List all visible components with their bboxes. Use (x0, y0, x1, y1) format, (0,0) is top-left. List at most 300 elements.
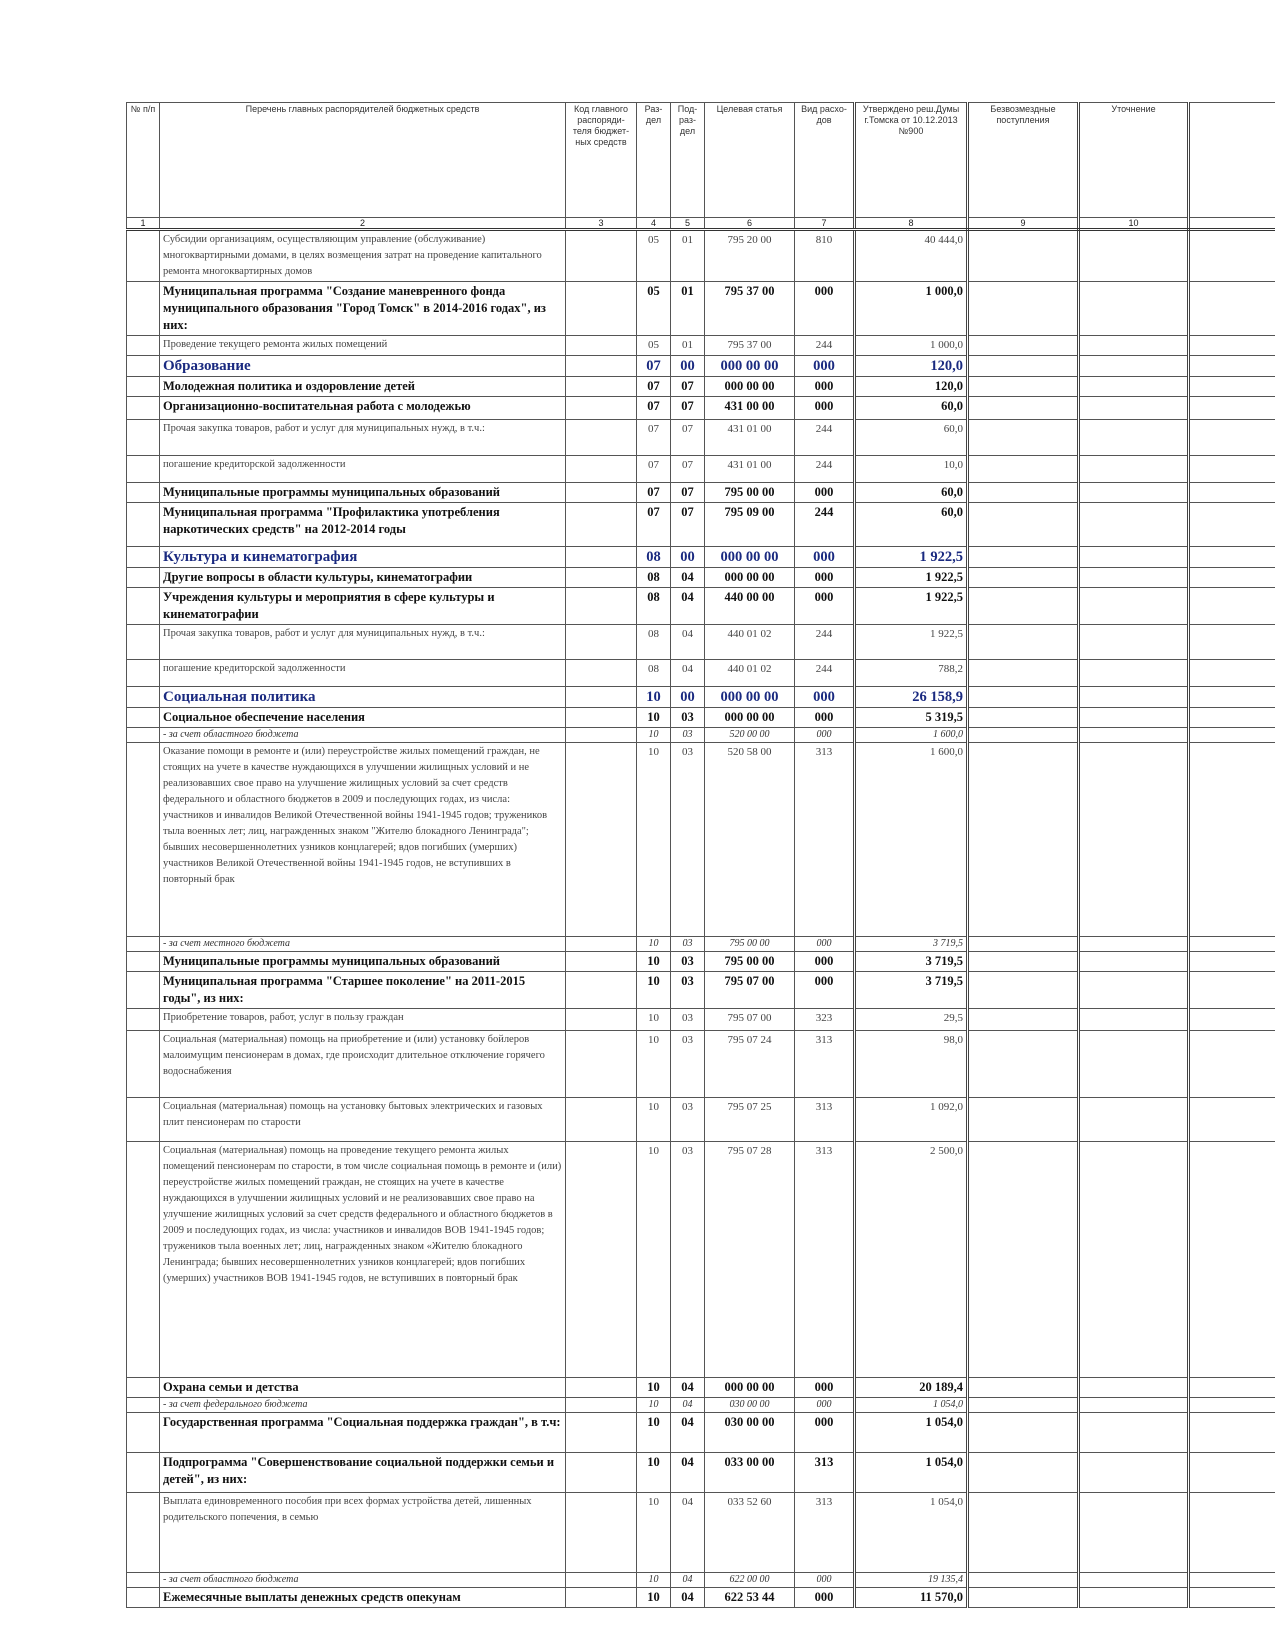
row-gratuitous (968, 336, 1079, 356)
row-approved-amount: 1 054,0 (855, 1453, 968, 1493)
row-vid: 244 (795, 420, 855, 456)
row-name: Социальная (материальная) помощь на проведение текущего ремонта жилых помещений пенсионерам по старости, в том числе социальная помощь в ремонте и (или) переустройстве жилых помещений граждан, не стоящих на учете в качестве нуждающихся в улучшении жилищных условий и не реализовавших свое право на улучшение жилищных условий за счет средств федерального и областного бюджетов в 2009 и последующих годах, из числа: участников и инвалидов ВОВ 1941-1945 годов; тружеников тыла военных лет; лиц, награжденных знаком «Жителю блокадного Ленинграда; бывших несовершеннолетних узников концлагерей; вдов погибших (умерших) участников ВОВ 1941-1945 годов, не вступивших в повторный брак (160, 1142, 566, 1378)
row-gratuitous (968, 503, 1079, 547)
column-number-row (127, 218, 1275, 230)
header-approved: Утверждено реш.Думы г.Томска от 10.12.2013 №900 (855, 103, 968, 218)
row-name: Социальная (материальная) помощь на установку бытовых электрических и газовых плит пенсионерам по старости (160, 1098, 566, 1142)
row-number (127, 952, 160, 972)
row-name: Культура и кинематография (160, 547, 566, 568)
row-clarification (1079, 282, 1189, 336)
row-podrazdel: 04 (671, 1413, 705, 1453)
row-statya: 622 53 44 (705, 1588, 795, 1608)
row-vid: 313 (795, 1031, 855, 1098)
header-clarification: Уточнение (1079, 103, 1189, 218)
row-number (127, 547, 160, 568)
row-approved-amount: 60,0 (855, 397, 968, 420)
row-extra (1189, 547, 1275, 568)
row-razdel: 07 (637, 503, 671, 547)
row-approved-amount: 1 054,0 (855, 1398, 968, 1413)
row-extra (1189, 625, 1275, 660)
row-gratuitous (968, 1142, 1079, 1378)
row-number (127, 1009, 160, 1031)
row-number (127, 1398, 160, 1413)
row-razdel: 10 (637, 743, 671, 937)
row-vid: 000 (795, 937, 855, 952)
row-podrazdel: 03 (671, 1009, 705, 1031)
row-vid: 244 (795, 660, 855, 687)
row-extra (1189, 377, 1275, 397)
row-podrazdel: 07 (671, 420, 705, 456)
row-approved-amount: 1 092,0 (855, 1098, 968, 1142)
row-approved-amount: 120,0 (855, 356, 968, 377)
row-number (127, 336, 160, 356)
row-name: погашение кредиторской задолженности (160, 456, 566, 483)
row-main-code (566, 1142, 637, 1378)
row-main-code (566, 743, 637, 937)
row-statya: 795 37 00 (705, 336, 795, 356)
row-razdel: 08 (637, 568, 671, 588)
row-vid: 000 (795, 708, 855, 728)
row-podrazdel: 01 (671, 282, 705, 336)
table-row (127, 397, 1275, 420)
row-gratuitous (968, 1413, 1079, 1453)
row-approved-amount: 98,0 (855, 1031, 968, 1098)
row-extra (1189, 1493, 1275, 1573)
row-vid: 323 (795, 1009, 855, 1031)
row-approved-amount: 3 719,5 (855, 952, 968, 972)
row-clarification (1079, 397, 1189, 420)
row-approved-amount: 2 500,0 (855, 1142, 968, 1378)
col-num-4: 4 (637, 218, 671, 230)
row-extra (1189, 588, 1275, 625)
table-row (127, 625, 1275, 660)
table-row (127, 230, 1275, 282)
row-podrazdel: 07 (671, 377, 705, 397)
row-razdel: 10 (637, 1453, 671, 1493)
row-main-code (566, 1493, 637, 1573)
row-clarification (1079, 1493, 1189, 1573)
row-name: Государственная программа "Социальная поддержка граждан", в т.ч: (160, 1413, 566, 1453)
row-gratuitous (968, 1098, 1079, 1142)
row-gratuitous (968, 1453, 1079, 1493)
row-approved-amount: 20 189,4 (855, 1378, 968, 1398)
table-row (127, 708, 1275, 728)
table-row (127, 1142, 1275, 1378)
row-razdel: 10 (637, 972, 671, 1009)
row-razdel: 10 (637, 1142, 671, 1378)
row-name: - за счет областного бюджета (160, 728, 566, 743)
row-gratuitous (968, 397, 1079, 420)
header-main-code: Код главного распоряди- теля бюджет- ных средств (566, 103, 637, 218)
table-row (127, 952, 1275, 972)
row-number (127, 456, 160, 483)
row-podrazdel: 04 (671, 1378, 705, 1398)
row-razdel: 07 (637, 397, 671, 420)
row-statya: 795 00 00 (705, 937, 795, 952)
col-num-10: 10 (1079, 218, 1189, 230)
row-razdel: 10 (637, 952, 671, 972)
row-statya: 520 00 00 (705, 728, 795, 743)
row-clarification (1079, 377, 1189, 397)
row-gratuitous (968, 1588, 1079, 1608)
row-razdel: 08 (637, 625, 671, 660)
row-main-code (566, 1573, 637, 1588)
row-main-code (566, 660, 637, 687)
table-row (127, 1573, 1275, 1588)
row-clarification (1079, 503, 1189, 547)
row-main-code (566, 972, 637, 1009)
row-clarification (1079, 743, 1189, 937)
row-clarification (1079, 708, 1189, 728)
row-number (127, 1573, 160, 1588)
row-approved-amount: 19 135,4 (855, 1573, 968, 1588)
row-gratuitous (968, 708, 1079, 728)
row-main-code (566, 1098, 637, 1142)
row-name: Проведение текущего ремонта жилых помещений (160, 336, 566, 356)
row-gratuitous (968, 1493, 1079, 1573)
row-approved-amount: 1 000,0 (855, 282, 968, 336)
row-main-code (566, 377, 637, 397)
row-gratuitous (968, 1031, 1079, 1098)
row-clarification (1079, 420, 1189, 456)
row-clarification (1079, 456, 1189, 483)
header-razdel: Раз- дел (637, 103, 671, 218)
table-row (127, 1009, 1275, 1031)
row-podrazdel: 04 (671, 1493, 705, 1573)
table-row (127, 728, 1275, 743)
row-podrazdel: 04 (671, 660, 705, 687)
col-num-3: 3 (566, 218, 637, 230)
row-vid: 000 (795, 588, 855, 625)
row-extra (1189, 728, 1275, 743)
row-gratuitous (968, 1398, 1079, 1413)
table-row (127, 483, 1275, 503)
row-vid: 000 (795, 568, 855, 588)
row-vid: 244 (795, 625, 855, 660)
header-podrazdel: Под- раз- дел (671, 103, 705, 218)
row-clarification (1079, 483, 1189, 503)
budget-table-page (126, 102, 1275, 1608)
row-extra (1189, 743, 1275, 937)
row-extra (1189, 397, 1275, 420)
row-podrazdel: 03 (671, 708, 705, 728)
row-vid: 000 (795, 972, 855, 1009)
row-extra (1189, 1413, 1275, 1453)
col-num-1: 1 (127, 218, 160, 230)
row-gratuitous (968, 728, 1079, 743)
row-statya: 033 00 00 (705, 1453, 795, 1493)
row-number (127, 1031, 160, 1098)
row-approved-amount: 788,2 (855, 660, 968, 687)
row-name: - за счет федерального бюджета (160, 1398, 566, 1413)
row-gratuitous (968, 660, 1079, 687)
row-razdel: 07 (637, 483, 671, 503)
row-number (127, 1453, 160, 1493)
row-gratuitous (968, 568, 1079, 588)
row-vid: 244 (795, 503, 855, 547)
row-name: Муниципальные программы муниципальных образований (160, 952, 566, 972)
row-number (127, 588, 160, 625)
row-number (127, 708, 160, 728)
row-podrazdel: 04 (671, 1453, 705, 1493)
row-podrazdel: 04 (671, 588, 705, 625)
row-statya: 520 58 00 (705, 743, 795, 937)
row-podrazdel: 03 (671, 1031, 705, 1098)
row-statya: 795 00 00 (705, 483, 795, 503)
row-extra (1189, 1398, 1275, 1413)
row-razdel: 07 (637, 356, 671, 377)
row-statya: 000 00 00 (705, 1378, 795, 1398)
row-approved-amount: 60,0 (855, 420, 968, 456)
row-vid: 000 (795, 1588, 855, 1608)
row-podrazdel: 04 (671, 1398, 705, 1413)
row-number (127, 420, 160, 456)
row-approved-amount: 60,0 (855, 483, 968, 503)
row-approved-amount: 3 719,5 (855, 972, 968, 1009)
row-clarification (1079, 1573, 1189, 1588)
row-statya: 431 01 00 (705, 420, 795, 456)
row-approved-amount: 10,0 (855, 456, 968, 483)
row-extra (1189, 230, 1275, 282)
row-name: Социальная (материальная) помощь на приобретение и (или) установку бойлеров малоимущим пенсионерам в домах, где происходит длительное отключение горячего водоснабжения (160, 1031, 566, 1098)
row-extra (1189, 708, 1275, 728)
row-name: Муниципальная программа "Профилактика употребления наркотических средств" на 2012-2014 годы (160, 503, 566, 547)
header-name: Перечень главных распорядителей бюджетных средств (160, 103, 566, 218)
row-number (127, 1588, 160, 1608)
row-name: Организационно-воспитательная работа с молодежью (160, 397, 566, 420)
row-statya: 030 00 00 (705, 1413, 795, 1453)
row-number (127, 1142, 160, 1378)
col-num-5: 5 (671, 218, 705, 230)
row-main-code (566, 952, 637, 972)
table-row (127, 1413, 1275, 1453)
table-row (127, 972, 1275, 1009)
row-approved-amount: 60,0 (855, 503, 968, 547)
row-main-code (566, 1009, 637, 1031)
row-podrazdel: 03 (671, 937, 705, 952)
row-statya: 000 00 00 (705, 687, 795, 708)
row-clarification (1079, 1413, 1189, 1453)
row-approved-amount: 29,5 (855, 1009, 968, 1031)
row-clarification (1079, 687, 1189, 708)
row-name: Образование (160, 356, 566, 377)
row-gratuitous (968, 282, 1079, 336)
row-number (127, 568, 160, 588)
row-gratuitous (968, 377, 1079, 397)
row-gratuitous (968, 1009, 1079, 1031)
row-approved-amount: 5 319,5 (855, 708, 968, 728)
row-vid: 313 (795, 1493, 855, 1573)
header-statya: Целевая статья (705, 103, 795, 218)
row-approved-amount: 120,0 (855, 377, 968, 397)
row-statya: 033 52 60 (705, 1493, 795, 1573)
row-statya: 440 00 00 (705, 588, 795, 625)
row-razdel: 10 (637, 1009, 671, 1031)
row-extra (1189, 503, 1275, 547)
row-razdel: 10 (637, 1378, 671, 1398)
row-main-code (566, 1031, 637, 1098)
row-clarification (1079, 230, 1189, 282)
row-clarification (1079, 660, 1189, 687)
table-row (127, 503, 1275, 547)
row-gratuitous (968, 588, 1079, 625)
row-extra (1189, 972, 1275, 1009)
row-vid: 000 (795, 282, 855, 336)
row-statya: 030 00 00 (705, 1398, 795, 1413)
budget-table (126, 102, 1275, 1608)
row-podrazdel: 07 (671, 456, 705, 483)
row-name: погашение кредиторской задолженности (160, 660, 566, 687)
row-vid: 313 (795, 1142, 855, 1378)
row-name: Другие вопросы в области культуры, кинематографии (160, 568, 566, 588)
row-statya: 000 00 00 (705, 356, 795, 377)
row-podrazdel: 04 (671, 1588, 705, 1608)
row-razdel: 05 (637, 282, 671, 336)
row-razdel: 10 (637, 708, 671, 728)
row-gratuitous (968, 456, 1079, 483)
row-podrazdel: 00 (671, 356, 705, 377)
table-header-row (127, 103, 1275, 218)
row-vid: 000 (795, 728, 855, 743)
header-number: № п/п (127, 103, 160, 218)
row-vid: 000 (795, 1378, 855, 1398)
row-approved-amount: 1 054,0 (855, 1493, 968, 1573)
row-clarification (1079, 1031, 1189, 1098)
row-main-code (566, 397, 637, 420)
row-clarification (1079, 356, 1189, 377)
row-vid: 313 (795, 743, 855, 937)
row-clarification (1079, 336, 1189, 356)
row-main-code (566, 625, 637, 660)
col-num-2: 2 (160, 218, 566, 230)
row-extra (1189, 282, 1275, 336)
row-extra (1189, 1009, 1275, 1031)
row-approved-amount: 26 158,9 (855, 687, 968, 708)
row-number (127, 397, 160, 420)
row-vid: 244 (795, 456, 855, 483)
col-num-9: 9 (968, 218, 1079, 230)
table-row (127, 356, 1275, 377)
row-clarification (1079, 568, 1189, 588)
row-extra (1189, 1098, 1275, 1142)
row-extra (1189, 1142, 1275, 1378)
row-main-code (566, 1453, 637, 1493)
row-razdel: 10 (637, 1413, 671, 1453)
row-gratuitous (968, 1573, 1079, 1588)
row-main-code (566, 503, 637, 547)
row-main-code (566, 1398, 637, 1413)
row-statya: 795 07 28 (705, 1142, 795, 1378)
row-extra (1189, 356, 1275, 377)
row-podrazdel: 07 (671, 503, 705, 547)
row-name: Ежемесячные выплаты денежных средств опекунам (160, 1588, 566, 1608)
row-vid: 000 (795, 483, 855, 503)
row-extra (1189, 1573, 1275, 1588)
row-number (127, 972, 160, 1009)
row-gratuitous (968, 743, 1079, 937)
row-name: - за счет областного бюджета (160, 1573, 566, 1588)
row-name: Охрана семьи и детства (160, 1378, 566, 1398)
row-number (127, 483, 160, 503)
row-number (127, 625, 160, 660)
row-statya: 795 07 25 (705, 1098, 795, 1142)
table-row (127, 1378, 1275, 1398)
row-razdel: 10 (637, 1398, 671, 1413)
row-podrazdel: 03 (671, 972, 705, 1009)
row-name: Социальная политика (160, 687, 566, 708)
table-body (127, 218, 1275, 1608)
row-main-code (566, 1588, 637, 1608)
row-razdel: 05 (637, 336, 671, 356)
table-row (127, 336, 1275, 356)
col-num-7: 7 (795, 218, 855, 230)
row-podrazdel: 03 (671, 728, 705, 743)
row-number (127, 937, 160, 952)
row-statya: 000 00 00 (705, 547, 795, 568)
row-approved-amount: 1 922,5 (855, 547, 968, 568)
row-razdel: 10 (637, 1573, 671, 1588)
row-number (127, 1378, 160, 1398)
row-statya: 795 07 24 (705, 1031, 795, 1098)
row-name: - за счет местного бюджета (160, 937, 566, 952)
table-row (127, 1098, 1275, 1142)
table-row (127, 568, 1275, 588)
row-main-code (566, 420, 637, 456)
row-extra (1189, 1378, 1275, 1398)
table-row (127, 1493, 1275, 1573)
row-podrazdel: 07 (671, 397, 705, 420)
table-row (127, 420, 1275, 456)
row-name: Субсидии организациям, осуществляющим управление (обслуживание) многоквартирными домами, в целях возмещения затрат на проведение капитального ремонта многоквартирных домов (160, 230, 566, 282)
row-main-code (566, 937, 637, 952)
row-approved-amount: 1 600,0 (855, 743, 968, 937)
row-vid: 000 (795, 952, 855, 972)
row-gratuitous (968, 230, 1079, 282)
row-statya: 795 00 00 (705, 952, 795, 972)
row-number (127, 1413, 160, 1453)
row-name: Выплата единовременного пособия при всех формах устройства детей, лишенных родительского попечения, в семью (160, 1493, 566, 1573)
row-main-code (566, 483, 637, 503)
row-main-code (566, 282, 637, 336)
row-clarification (1079, 937, 1189, 952)
table-row (127, 588, 1275, 625)
row-number (127, 660, 160, 687)
row-statya: 000 00 00 (705, 377, 795, 397)
row-podrazdel: 00 (671, 547, 705, 568)
row-vid: 000 (795, 547, 855, 568)
row-statya: 795 09 00 (705, 503, 795, 547)
row-razdel: 10 (637, 1588, 671, 1608)
row-approved-amount: 1 600,0 (855, 728, 968, 743)
row-name: Молодежная политика и оздоровление детей (160, 377, 566, 397)
table-row (127, 456, 1275, 483)
row-vid: 000 (795, 356, 855, 377)
table-row (127, 377, 1275, 397)
row-razdel: 08 (637, 547, 671, 568)
row-name: Подпрограмма "Совершенствование социальной поддержки семьи и детей", из них: (160, 1453, 566, 1493)
row-clarification (1079, 1378, 1189, 1398)
row-name: Муниципальная программа "Старшее поколение" на 2011-2015 годы", из них: (160, 972, 566, 1009)
row-extra (1189, 1588, 1275, 1608)
col-num-8: 8 (855, 218, 968, 230)
row-name: Муниципальная программа "Создание маневренного фонда муниципального образования "Город Томск" в 2014-2016 годах", из них: (160, 282, 566, 336)
table-row (127, 1588, 1275, 1608)
row-name: Учреждения культуры и мероприятия в сфере культуры и кинематографии (160, 588, 566, 625)
row-podrazdel: 03 (671, 1098, 705, 1142)
row-number (127, 1098, 160, 1142)
row-statya: 795 20 00 (705, 230, 795, 282)
row-podrazdel: 01 (671, 230, 705, 282)
